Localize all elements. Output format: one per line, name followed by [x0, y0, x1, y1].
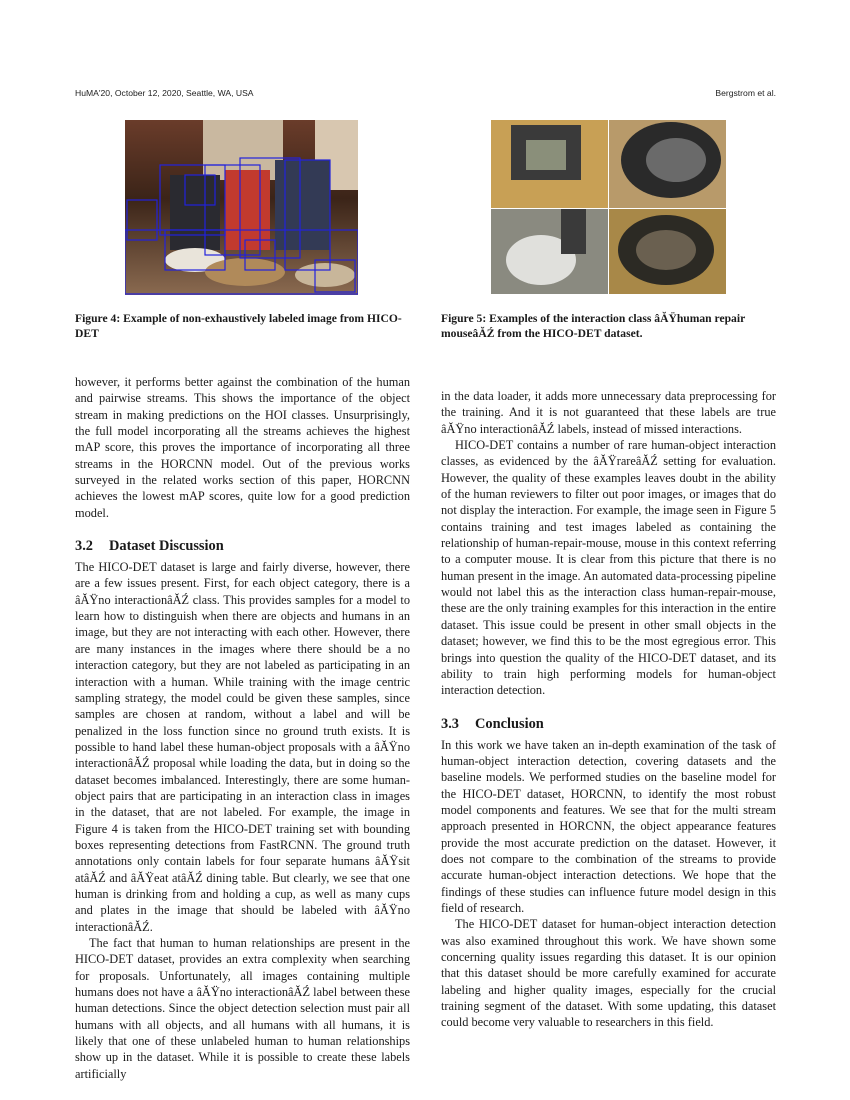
section-number: 3.2	[75, 538, 93, 555]
running-header-right: Bergstrom et al.	[715, 88, 776, 98]
running-header-left: HuMA'20, October 12, 2020, Seattle, WA, USA	[75, 88, 254, 98]
paragraph: The HICO-DET dataset for human-object interaction detection was also examined throughout this work. We have shown some concerning quality issues regarding this dataset. It is our opinion that this dataset should be more carefully examined for accurate labeling and higher quality images, especially for the crucial training segment of the dataset. With some updating, this dataset could become very valuable to researchers in this field.	[441, 917, 776, 1030]
figure-5-image	[491, 120, 726, 294]
left-column	[75, 374, 410, 1082]
section-number: 3.3	[441, 715, 459, 732]
paragraph: however, it performs better against the combination of the human and pairwise streams. This shows the importance of the object stream in making predictions on the HOI classes. Unsurprisingly, the full model incorporating all the streams achieves the highest mAP score, this proves the importance of incorporating all three streams in the HORCNN model. Out of the previous works surveyed in the related works section of this paper, HORCNN achieves the lowest mAP scores, quite low for a good prediction model.	[75, 375, 410, 520]
right-column	[441, 388, 776, 1031]
section-heading-3-2	[75, 537, 410, 555]
paragraph: HICO-DET contains a number of rare human-object interaction classes, as evidenced by the âĂŸrareâĂŹ setting for evaluation. However, the quality of these examples leaves doubt in the ability of the human reviewers to filter out poor images, or images that do not display the interaction. For example, the image seen in Figure 5 contains training and test images labeled as containing the relationship of human-repair-mouse, mouse in this context referring to a computer mouse. It is clear from this picture that there is no human present in the image. An automated data-processing pipeline would not label this as the interaction class human-repair-mouse, these are the only training examples for this interaction in the entire dataset. This issue could be present in other small objects in the dataset; however, we find this to be the most egregious error. This brings into question the quality of the HICO-DET dataset, and its ability to train high performing models for human-object interaction detection.	[441, 438, 776, 698]
section-heading-3-3	[441, 715, 776, 733]
paragraph: in the data loader, it adds more unnecessary data preprocessing for the training. And it is not guaranteed that these labels are true âĂŸno interactionâĂŹ labels, instead of missed interactions.	[441, 389, 776, 436]
paragraph: The HICO-DET dataset is large and fairly diverse, however, there are a few issues present. First, for each object category, there is a âĂŸno interactionâĂŹ class. This provides samples for a model to learn how to distinguish when there are objects and humans in an image, but they are not interacting with each other. However, there are many instances in the images where there should be a no interaction category, but they are not labeled as participating in an interaction with a human. While training with the image centric sampling strategy, the model could be given these samples, since samples are chosen at random, without a label and will be penalized in the loss function since no ground truth exists. It is possible to hand label these human-object proposals with a âĂŸno interactionâĂŹ proposal while loading the data, but in doing so the dataset becomes imbalanced. Interestingly, there are some human-object pairs that are participating in an interaction class in images in the dataset, that are not labeled. For example, the image in Figure 4 is taken from the HICO-DET training set with bounding boxes representing detections from FastRCNN. The ground truth annotations only contain labels for four separate humans âĂŸsit atâĂŹ and âĂŸeat atâĂŹ dining table. But clearly, we see that one human is drinking from and holding a cup, as well as many cups and plates in the image that should be labeled with âĂŸno interactionâĂŹ.	[75, 560, 410, 934]
paragraph: The fact that human to human relationships are present in the HICO-DET dataset, provides an extra complexity when searching for proposals. Unfortunately, all images containing multiple humans does not have a âĂŸno interactionâĂŹ label between these human detections. Since the object detection selection must pair all humans with all objects, and all humans with all humans, it is likely that one of these unlabeled human to human relationships show up in the dataset. While it is possible to create these labels artificially	[75, 936, 410, 1081]
section-title: Conclusion	[475, 715, 544, 732]
paragraph: In this work we have taken an in-depth examination of the task of human-object interaction detection, covering datasets and the baseline models. We performed studies on the baseline model for the HICO-DET dataset, HORCNN, to identify the most robust model components and features. We see that for the multi stream approach presented in HORCNN, the object appearance features provide the most accurate prediction on the dataset. However, it does not compare to the combination of the streams to provide accurate human-object interaction detections. We hope that the findings of these studies can influence future model design in this field of research.	[441, 737, 776, 915]
figure-5-caption: Figure 5: Examples of the interaction class âĂŸhuman repair mouseâĂŹ from the HICO-DET dataset.	[441, 312, 746, 340]
figure-4-caption: Figure 4: Example of non-exhaustively labeled image from HICO-DET	[75, 312, 402, 340]
figure-4-image	[125, 120, 358, 295]
section-title: Dataset Discussion	[109, 538, 224, 555]
